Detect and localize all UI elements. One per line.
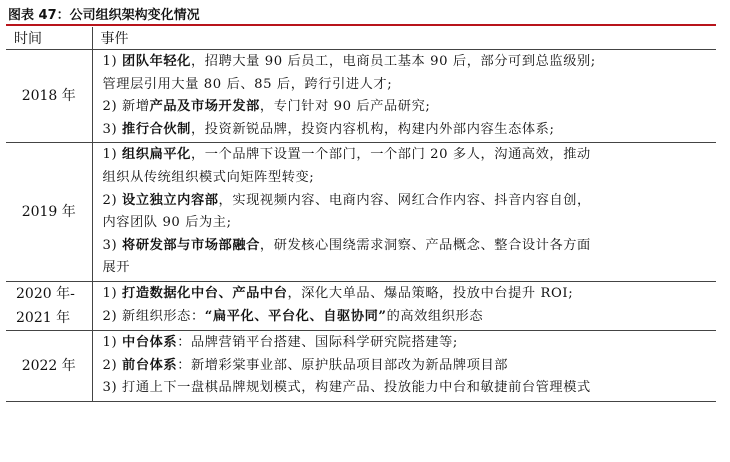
event-text: ：品牌营销平台搭建、国际科学研究院搭建等; bbox=[177, 334, 458, 350]
event-keyword: 将研发部与市场部融合 bbox=[122, 237, 260, 253]
event-line bbox=[103, 167, 713, 190]
event-text: 的高效组织形态 bbox=[386, 308, 484, 324]
year-line: 2021 年 bbox=[16, 309, 71, 326]
year-cell bbox=[6, 143, 92, 282]
event-text: 3) bbox=[102, 237, 123, 253]
figure-title: 图表 47：公司组织架构变化情况 bbox=[8, 8, 200, 23]
event-line bbox=[103, 332, 713, 355]
event-text: 3) bbox=[102, 121, 123, 137]
table-row bbox=[6, 143, 716, 282]
event-text: 1) bbox=[102, 334, 123, 350]
event-keyword: 设立独立内容部 bbox=[122, 192, 219, 208]
event-text: 组织从传统组织模式向矩阵型转变; bbox=[102, 169, 315, 185]
event-text: 2) bbox=[102, 357, 123, 373]
event-text: ，专门针对 90 后产品研究; bbox=[259, 99, 431, 115]
year-cell bbox=[6, 330, 92, 401]
event-text: ：新增彩棠事业部、原护肤品项目部改为新品牌项目部 bbox=[177, 357, 509, 373]
event-line bbox=[103, 212, 713, 235]
event-text: ，研发核心围绕需求洞察、产品概念、整合设计各方面 bbox=[259, 237, 591, 253]
event-text: 2) 新增 bbox=[102, 99, 150, 115]
event-keyword: 中台体系 bbox=[122, 334, 178, 350]
header-time: 时间 bbox=[6, 27, 92, 50]
event-keyword: 组织扁平化 bbox=[122, 147, 191, 163]
event-line bbox=[103, 144, 713, 167]
table-row bbox=[6, 281, 716, 330]
event-line bbox=[103, 283, 713, 306]
year-label: 2018 年 bbox=[21, 88, 76, 105]
event-text: ，实现视频内容、电商内容、网红合作内容、抖音内容自创， bbox=[218, 192, 591, 208]
event-text: ，一个品牌下设置一个部门，一个部门 20 多人，沟通高效，推动 bbox=[190, 147, 591, 163]
event-text: 1) bbox=[102, 286, 123, 302]
events-cell bbox=[92, 330, 716, 401]
events-cell bbox=[92, 50, 716, 143]
event-text: 2) 新组织形态： bbox=[102, 308, 205, 324]
event-line bbox=[103, 74, 713, 97]
event-text: 管理层引用大量 80 后、85 后，跨行引进人才; bbox=[102, 76, 393, 92]
year-cell bbox=[6, 281, 92, 330]
table-row bbox=[6, 50, 716, 143]
event-line bbox=[103, 235, 713, 258]
event-line bbox=[103, 306, 713, 329]
event-keyword: 团队年轻化 bbox=[122, 54, 191, 69]
events-cell bbox=[92, 143, 716, 282]
event-text: ，招聘大量 90 后员工，电商员工基本 90 后，部分可到总监级别; bbox=[190, 54, 596, 69]
year-label: 2022 年 bbox=[21, 357, 76, 374]
figure-title-bar bbox=[6, 4, 716, 26]
event-line bbox=[103, 96, 713, 119]
event-line bbox=[103, 355, 713, 378]
event-line bbox=[103, 377, 713, 400]
event-text: 展开 bbox=[102, 260, 131, 276]
event-keyword: 前台体系 bbox=[122, 357, 178, 373]
table-header-row bbox=[6, 27, 716, 50]
event-text: 1) bbox=[102, 147, 123, 163]
event-text: 2) bbox=[102, 192, 123, 208]
event-keyword: 打造数据化中台、产品中台 bbox=[122, 286, 288, 302]
event-keyword: 产品及市场开发部 bbox=[149, 99, 260, 115]
year-cell bbox=[6, 50, 92, 143]
event-text: 3) 打通上下一盘棋品牌规划模式，构建产品、投放能力中台和敏捷前台管理模式 bbox=[102, 380, 591, 396]
event-line bbox=[103, 119, 713, 142]
event-keyword: “扁平化、平台化、自驱协同” bbox=[204, 308, 387, 324]
year-line: 2020 年- bbox=[16, 285, 75, 302]
event-text: 1) bbox=[102, 54, 123, 69]
event-line bbox=[103, 51, 713, 74]
table-row bbox=[6, 330, 716, 401]
header-event: 事件 bbox=[92, 27, 716, 50]
event-text: ，投资新锐品牌，投资内容机构，构建内外部内容生态体系; bbox=[190, 121, 555, 137]
event-keyword: 推行合伙制 bbox=[122, 121, 191, 137]
event-text: ，深化大单品、爆品策略，投放中台提升 ROI; bbox=[287, 286, 574, 302]
event-text: 内容团队 90 后为主; bbox=[102, 215, 232, 231]
year-label: 2019 年 bbox=[21, 204, 76, 221]
event-line bbox=[103, 190, 713, 213]
event-line bbox=[103, 257, 713, 280]
org-change-table bbox=[6, 27, 716, 402]
events-cell bbox=[92, 281, 716, 330]
